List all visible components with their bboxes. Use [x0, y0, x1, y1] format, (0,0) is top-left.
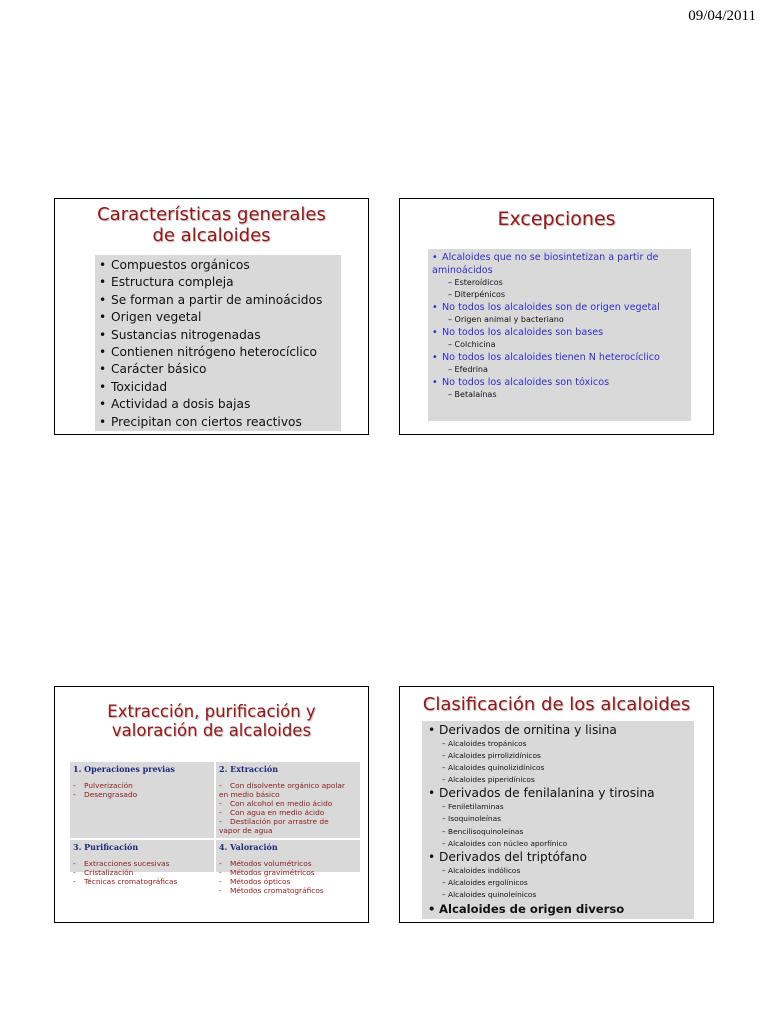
sub-item: – Colchicina	[448, 340, 496, 349]
date-stamp: 09/04/2011	[688, 8, 756, 24]
list-item: • Actividad a dosis bajas	[99, 396, 341, 413]
list-item: • No todos los alcaloides son tóxicos	[432, 377, 610, 388]
sub-item: – Diterpénicos	[448, 290, 506, 299]
cell-heading: 4. Valoración	[219, 842, 278, 852]
bullet-panel	[95, 255, 341, 431]
slide-clasificacion	[399, 686, 714, 923]
list-item: • Alcaloides que no se biosintetizan a partir de	[432, 252, 659, 263]
cell-item: - Métodos cromatográficos	[219, 886, 324, 895]
list-item: • Se forman a partir de aminoácidos	[99, 292, 341, 309]
bullet-panel	[422, 721, 694, 919]
cell-item: - Con disolvente orgánico apolar	[219, 781, 345, 790]
cell-item: - Pulverización	[73, 781, 133, 790]
cell-item-continuation: vapor de agua	[219, 826, 273, 835]
list-item: • Compuestos orgánicos	[99, 257, 341, 274]
sub-item: – Alcaloides pirrolizidínicos	[442, 751, 541, 761]
process-table	[69, 761, 361, 895]
cell-item: - Desengrasado	[73, 790, 138, 799]
list-item: • Alcaloides de origen diverso	[428, 902, 694, 917]
title-line: de alcaloides	[152, 224, 271, 246]
sub-item: – Alcaloides ergolínicos	[442, 877, 528, 887]
cell-item: - Con alcohol en medio ácido	[219, 799, 333, 808]
list-item: • Derivados de ornitina y lisina	[428, 723, 694, 738]
sub-item: – Betalaínas	[448, 390, 497, 399]
cell-item: - Técnicas cromatográficas	[73, 877, 178, 886]
cell-heading: 1. Operaciones previas	[73, 764, 175, 774]
list-item: • Origen vegetal	[99, 309, 341, 326]
sub-item: – Alcaloides quinolizidínicos	[442, 763, 545, 773]
table-cell	[69, 839, 215, 886]
title-line: valoración de alcaloides	[111, 720, 312, 740]
list-item: • Derivados de fenilalanina y tirosina	[428, 786, 694, 801]
table-cell	[69, 761, 215, 839]
list-item: • No todos los alcaloides son de origen vegetal	[432, 302, 660, 313]
slide-caracteristicas	[54, 198, 369, 435]
bullet-panel	[428, 249, 691, 421]
cell-item: - Destilación por arrastre de	[219, 817, 329, 826]
list-item: • Sustancias nitrogenadas	[99, 327, 341, 344]
table-cell	[215, 761, 361, 839]
sub-item: – Alcaloides tropánicos	[442, 739, 527, 748]
cell-item-continuation: en medio básico	[219, 790, 280, 799]
list-item: • Toxicidad	[99, 379, 341, 396]
cell-item: - Extracciones sucesivas	[73, 859, 170, 868]
list-item: • Estructura compleja	[99, 274, 341, 291]
sub-item: – Bencilisoquinoleínas	[442, 826, 524, 836]
sub-item: – Isoquinoleínas	[442, 814, 501, 824]
list-item-continuation: aminoácidos	[432, 265, 493, 276]
slide-title	[55, 703, 368, 741]
list-item: • Carácter básico	[99, 361, 341, 378]
cell-item: - Métodos gravimétricos	[219, 868, 315, 877]
cell-item: - Métodos volumétricos	[219, 859, 312, 868]
slide-extraccion	[54, 686, 369, 923]
cell-heading: 2. Extracción	[219, 764, 279, 774]
list-item: • Contienen nitrógeno heterocíclico	[99, 344, 341, 361]
slide-title: Excepciones	[497, 208, 616, 230]
slide-title	[55, 205, 368, 246]
sub-item: – Alcaloides piperidínicos	[442, 775, 535, 785]
list-item: • Derivados del triptófano	[428, 850, 694, 865]
cell-item: - Cristalización	[73, 868, 134, 877]
sub-item: – Efedrina	[448, 365, 488, 374]
sub-item: – Alcaloides indólicos	[442, 865, 521, 875]
sub-item: – Esteroídicos	[448, 278, 503, 287]
sub-item: – Alcaloides con núcleo aporfínico	[442, 838, 568, 848]
table-cell	[215, 839, 361, 895]
cell-heading: 3. Purificación	[73, 842, 139, 852]
slide-excepciones	[399, 198, 714, 435]
sub-item: – Feniletilaminas	[442, 802, 504, 812]
slide-title: Clasificación de los alcaloides	[422, 694, 691, 715]
list-item: • Precipitan con ciertos reactivos	[99, 414, 341, 431]
list-item: • No todos los alcaloides son bases	[432, 327, 604, 338]
title-line: Características generales	[97, 204, 326, 225]
cell-item: - Métodos ópticos	[219, 877, 291, 886]
sub-item: – Alcaloides quinoleínicos	[442, 889, 537, 899]
title-line: Extracción, purificación y	[107, 702, 316, 721]
list-item: • No todos los alcaloides tienen N heterocíclico	[432, 352, 660, 363]
cell-item: - Con agua en medio ácido	[219, 808, 325, 817]
sub-item: – Origen animal y bacteriano	[448, 315, 564, 324]
